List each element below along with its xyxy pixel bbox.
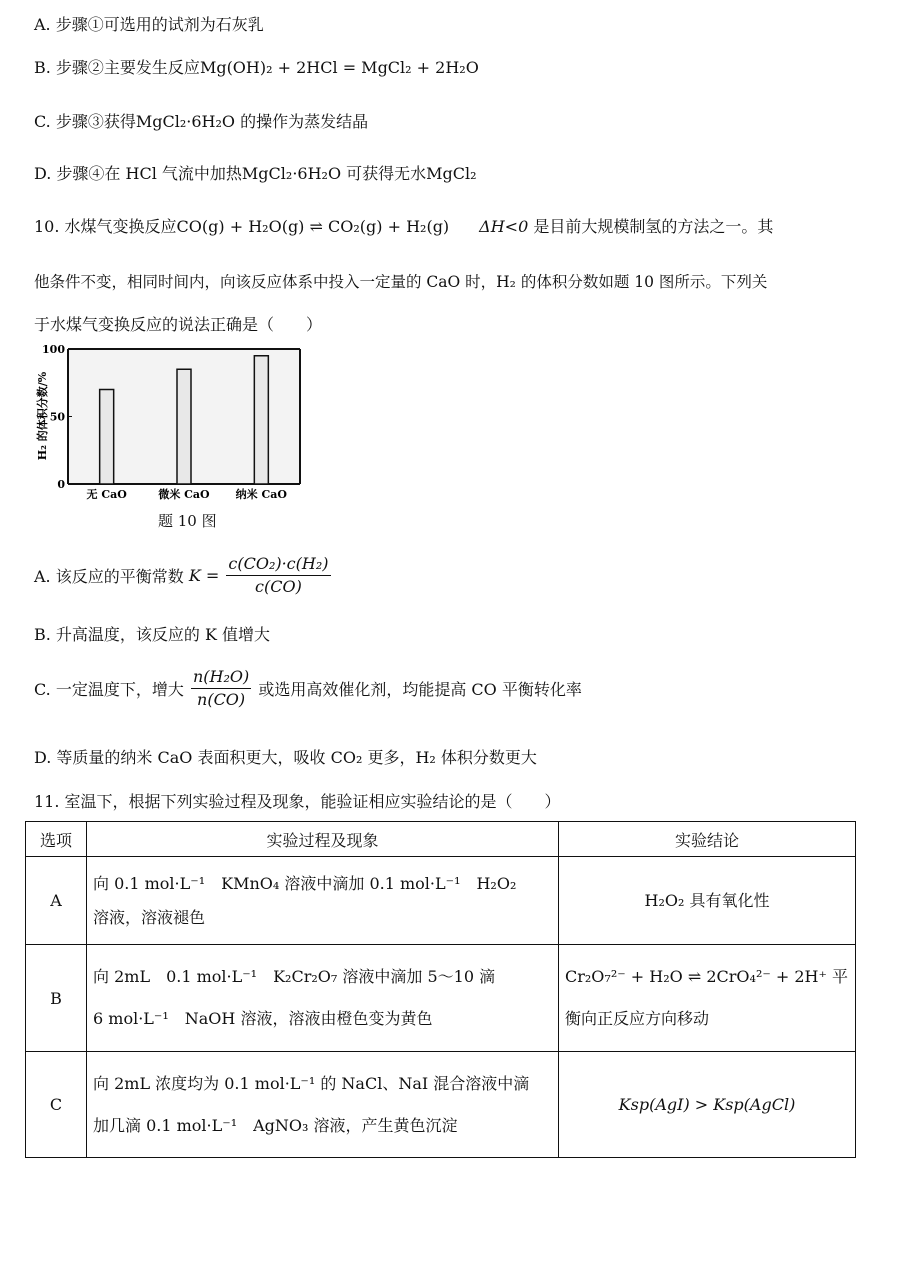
q9-option-c-prefix: C. 步骤③获得 <box>34 112 136 131</box>
row-process <box>87 857 559 945</box>
q9-option-d-chem: MgCl₂·6H₂O <box>241 164 342 183</box>
row-process-line1: 向 2mL 0.1 mol·L⁻¹ K₂Cr₂O₇ 溶液中滴加 5～10 滴 <box>93 967 496 986</box>
chart-bar-1 <box>177 369 191 484</box>
q10-option-a-numerator: c(CO₂)·c(H₂) <box>226 553 330 576</box>
row-process-line1: 向 0.1 mol·L⁻¹ KMnO₄ 溶液中滴加 0.1 mol·L⁻¹ H₂O₂ <box>93 873 517 893</box>
q9-option-c-chem: MgCl₂·6H₂O <box>135 112 236 131</box>
chart-bar-2 <box>254 356 268 484</box>
q10-delta-h: ΔH<0 <box>479 217 529 236</box>
chart-x-tick-label: 无 CaO <box>86 488 127 501</box>
row-process-line1: 向 2mL 浓度均为 0.1 mol·L⁻¹ 的 NaCl、NaI 混合溶液中滴 <box>93 1073 530 1093</box>
q10-option-c <box>34 666 582 711</box>
q10-option-c-denominator: n(CO) <box>197 690 246 709</box>
q10-option-a-k: K = <box>188 566 220 585</box>
chart-x-tick-label: 纳米 CaO <box>235 488 287 501</box>
row-conclusion-line1: H₂O₂ 具有氧化性 <box>644 890 770 910</box>
row-option: A <box>26 857 87 945</box>
q10-option-c-suffix: 或选用高效催化剂，均能提高 CO 平衡转化率 <box>258 680 582 699</box>
q9-option-d-chem2: MgCl₂ <box>426 164 477 183</box>
q11-stem: 11. 室温下，根据下列实验过程及现象，能验证相应实验结论的是（ ） <box>34 792 561 811</box>
q10-reaction: CO(g) + H₂O(g) ⇌ CO₂(g) + H₂(g) <box>176 217 450 236</box>
row-conclusion <box>559 945 856 1052</box>
row-option: C <box>26 1052 87 1158</box>
q10-option-a-denominator: c(CO) <box>255 577 302 596</box>
q9-option-d-prefix: D. 步骤④在 HCl 气流中加热 <box>34 164 242 183</box>
q10-option-d: D. 等质量的纳米 CaO 表面积更大，吸收 CO₂ 更多，H₂ 体积分数更大 <box>34 748 537 767</box>
table-header-option: 选项 <box>26 822 87 857</box>
q10-option-b: B. 升高温度，该反应的 K 值增大 <box>34 625 271 644</box>
row-conclusion-line1: Ksp(AgI) > Ksp(AgCl) <box>618 1094 796 1114</box>
q10-stem-line3: 于水煤气变换反应的说法正确是（ ） <box>34 315 323 334</box>
q9-option-b <box>34 57 479 79</box>
chart-x-tick-label: 微米 CaO <box>158 488 210 501</box>
chart-y-tick-label: 50 <box>49 410 65 424</box>
q10-option-c-fraction <box>191 666 251 711</box>
row-process-line2: 6 mol·L⁻¹ NaOH 溶液，溶液由橙色变为黄色 <box>93 1009 433 1028</box>
q10-option-a-fraction <box>226 553 330 598</box>
row-conclusion <box>559 857 856 945</box>
q10-option-a <box>34 553 333 598</box>
row-conclusion-line2: 衡向正反应方向移动 <box>565 1009 710 1028</box>
q11-table <box>25 821 856 1158</box>
row-process <box>87 1052 559 1158</box>
q9-option-d-mid: 可获得无水 <box>341 164 427 183</box>
table-row <box>26 1052 856 1158</box>
table-row <box>26 857 856 945</box>
chart-y-axis-label: H₂ 的体积分数/% <box>36 371 49 461</box>
q9-option-d <box>34 163 477 185</box>
row-process-line2: 溶液，溶液褪色 <box>93 907 206 927</box>
row-option: B <box>26 945 87 1052</box>
chart-y-tick-label: 0 <box>57 478 65 491</box>
row-conclusion <box>559 1052 856 1158</box>
row-process <box>87 945 559 1052</box>
q10-stem-line2: 他条件不变，相同时间内，向该反应体系中投入一定量的 CaO 时，H₂ 的体积分数如题 10 图所示。下列关 <box>34 273 768 291</box>
chart-y-tick-label: 100 <box>42 344 65 356</box>
q10-stem-mid: 是目前大规模制氢的方法之一。其 <box>528 217 774 236</box>
row-process-line2: 加几滴 0.1 mol·L⁻¹ AgNO₃ 溶液，产生黄色沉淀 <box>93 1115 458 1135</box>
q10-stem-line1 <box>34 216 773 238</box>
table-header-row <box>26 822 856 857</box>
q10-option-a-prefix: A. 该反应的平衡常数 <box>34 567 184 586</box>
table-header-conclusion: 实验结论 <box>559 822 856 857</box>
chart-bar-0 <box>100 390 114 485</box>
q9-option-c-suffix: 的操作为蒸发结晶 <box>235 112 369 131</box>
q9-option-b-equation: Mg(OH)₂ + 2HCl = MgCl₂ + 2H₂O <box>199 58 479 77</box>
table-row <box>26 945 856 1052</box>
q9-option-c <box>34 111 368 133</box>
q10-option-c-prefix: C. 一定温度下，增大 <box>34 680 184 699</box>
row-conclusion-line1: Cr₂O₇²⁻ + H₂O ⇌ 2CrO₄²⁻ + 2H⁺ 平 <box>565 967 849 986</box>
table-header-process: 实验过程及现象 <box>87 822 559 857</box>
q9-option-a: A. 步骤①可选用的试剂为石灰乳 <box>34 15 264 34</box>
q10-option-c-numerator: n(H₂O) <box>191 666 251 689</box>
q10-stem-prefix: 10. 水煤气变换反应 <box>34 217 177 236</box>
q9-option-b-prefix: B. 步骤②主要发生反应 <box>34 58 200 77</box>
h2-volume-fraction-chart <box>34 344 304 506</box>
figure-caption: 题 10 图 <box>158 512 217 530</box>
